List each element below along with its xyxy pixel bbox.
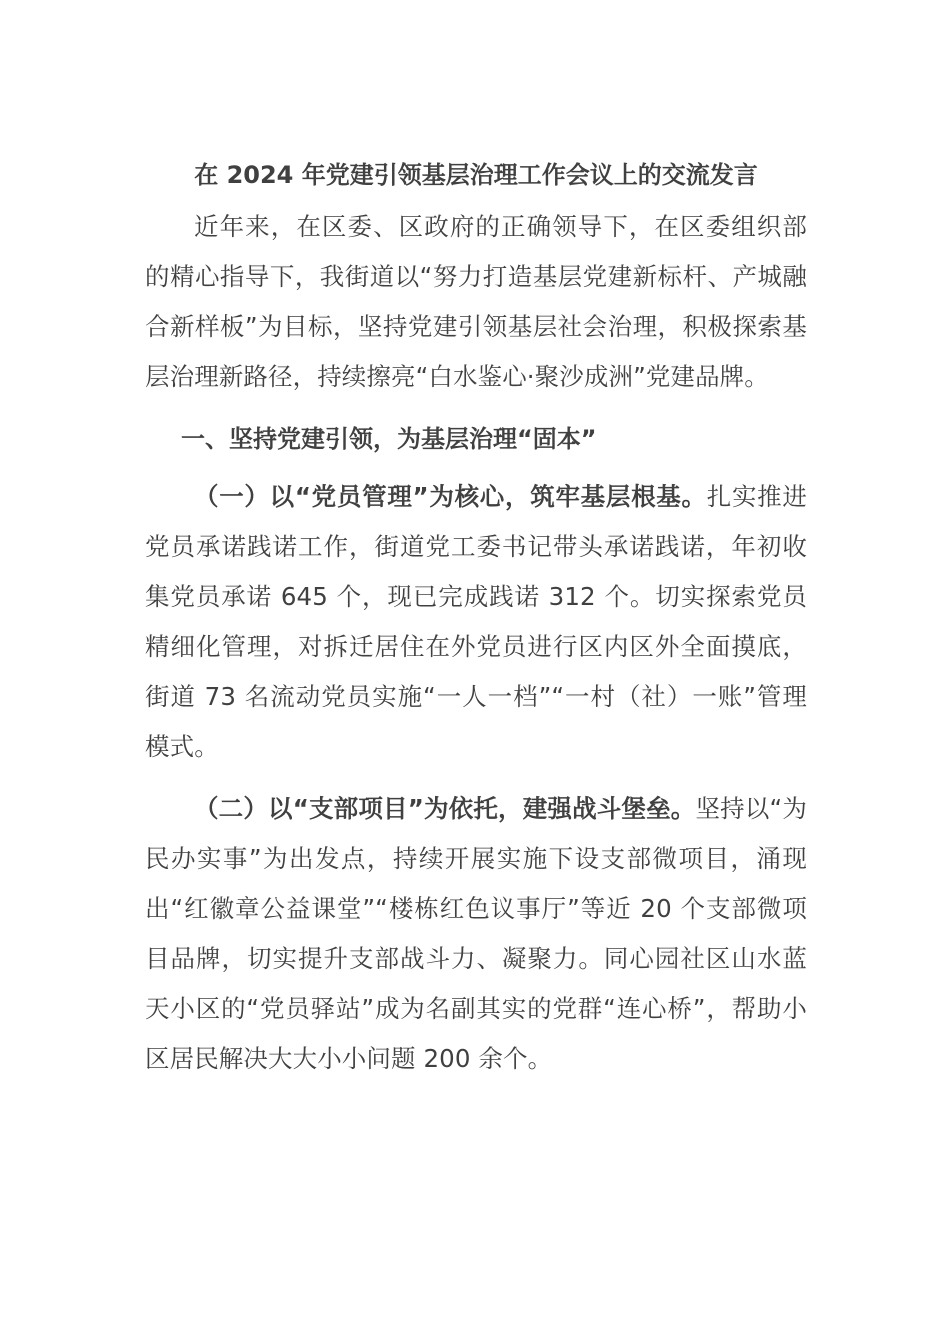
intro-paragraph: 近年来，在区委、区政府的正确领导下，在区委组织部的精心指导下，我街道以“努力打造基层党建新标杆、产城融合新样板”为目标，坚持党建引领基层社会治理，积极探索基层治理新路径，持续擦亮“白水鉴心·聚沙成洲”党建品牌。 — [145, 212, 807, 391]
section-1-item-2-paragraph — [145, 784, 807, 1084]
item-1-lead: （一）以“党员管理”为核心，筑牢基层根基。 — [194, 482, 707, 511]
document-title: 在 2024 年党建引领基层治理工作会议上的交流发言 — [194, 161, 758, 189]
item-1-body: 扎实推进党员承诺践诺工作，街道党工委书记带头承诺践诺，年初收集党员承诺 645 个，现已完成践诺 312 个。切实探索党员精细化管理，对拆迁居住在外党员进行区内区外全面摸底，街道 73 名流动党员实施“一人一档”“一村（社）一账”管理模式。 — [145, 482, 807, 761]
document-page — [145, 150, 807, 1084]
item-2-body: 坚持以“为民办实事”为出发点，持续开展实施下设支部微项目，涌现出“红徽章公益课堂”“楼栋红色议事厅”等近 20 个支部微项目品牌，切实提升支部战斗力、凝聚力。同心园社区山水蓝天小区的“党员驿站”成为名副其实的党群“连心桥”，帮助小区居民解决大大小小问题 200 余个。 — [145, 794, 807, 1073]
item-2-lead: （二）以“支部项目”为依托，建强战斗堡垒。 — [194, 794, 696, 823]
section-1-item-1-paragraph — [145, 472, 807, 772]
section-heading-1: 一、坚持党建引领，为基层治理“固本” — [181, 425, 597, 453]
